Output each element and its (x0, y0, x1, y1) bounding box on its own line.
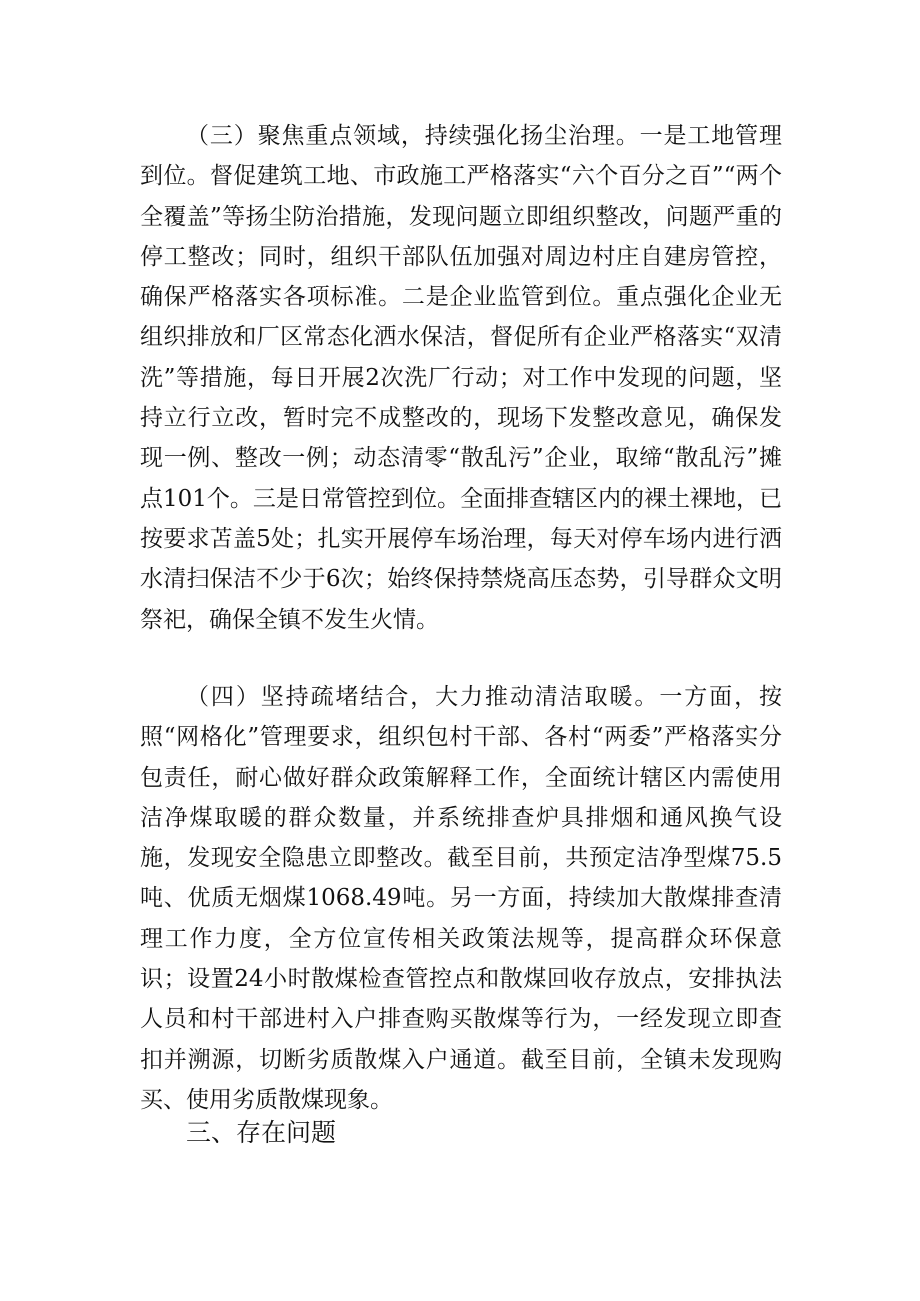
paragraph-clean-heating: （四）坚持疏堵结合，大力推动清洁取暖。一方面，按照“网格化”管理要求，组织包村干部、各村“两委”严格落实分包责任，耐心做好群众政策解释工作，全面统计辖区内需使用洁净煤取暖的群众数量，并系统排查炉具排烟和通风换气设施，发现安全隐患立即整改。截至目前，共预定洁净型煤75.5吨、优质无烟煤1068.49吨。另一方面，持续加大散煤排查清理工作力度，全方位宣传相关政策法规等，提高群众环保意识；设置24小时散煤检查管控点和散煤回收存放点，安排执法人员和村干部进村入户排查购买散煤等行为，一经发现立即查扣并溯源，切断劣质散煤入户通道。截至目前，全镇未发现购买、使用劣质散煤现象。 (140, 684, 782, 1113)
section-heading-existing-problems: 三、存在问题 (186, 1118, 337, 1147)
paragraph-dust-control: （三）聚焦重点领域，持续强化扬尘治理。一是工地管理到位。督促建筑工地、市政施工严格落实“六个百分之百”“两个全覆盖”等扬尘防治措施，发现问题立即组织整改，问题严重的停工整改；同时，组织干部队伍加强对周边村庄自建房管控，确保严格落实各项标准。二是企业监管到位。重点强化企业无组织排放和厂区常态化洒水保洁，督促所有企业严格落实“双清洗”等措施，每日开展2次洗厂行动；对工作中发现的问题，坚持立行立改，暂时完不成整改的，现场下发整改意见，确保发现一例、整改一例；动态清零“散乱污”企业，取缔“散乱污”摊点101个。三是日常管控到位。全面排查辖区内的裸土裸地，已按要求苫盖5处；扎实开展停车场治理，每天对停车场内进行洒水清扫保洁不少于6次；始终保持禁烧高压态势，引导群众文明祭祀，确保全镇不发生火情。 (140, 123, 782, 633)
